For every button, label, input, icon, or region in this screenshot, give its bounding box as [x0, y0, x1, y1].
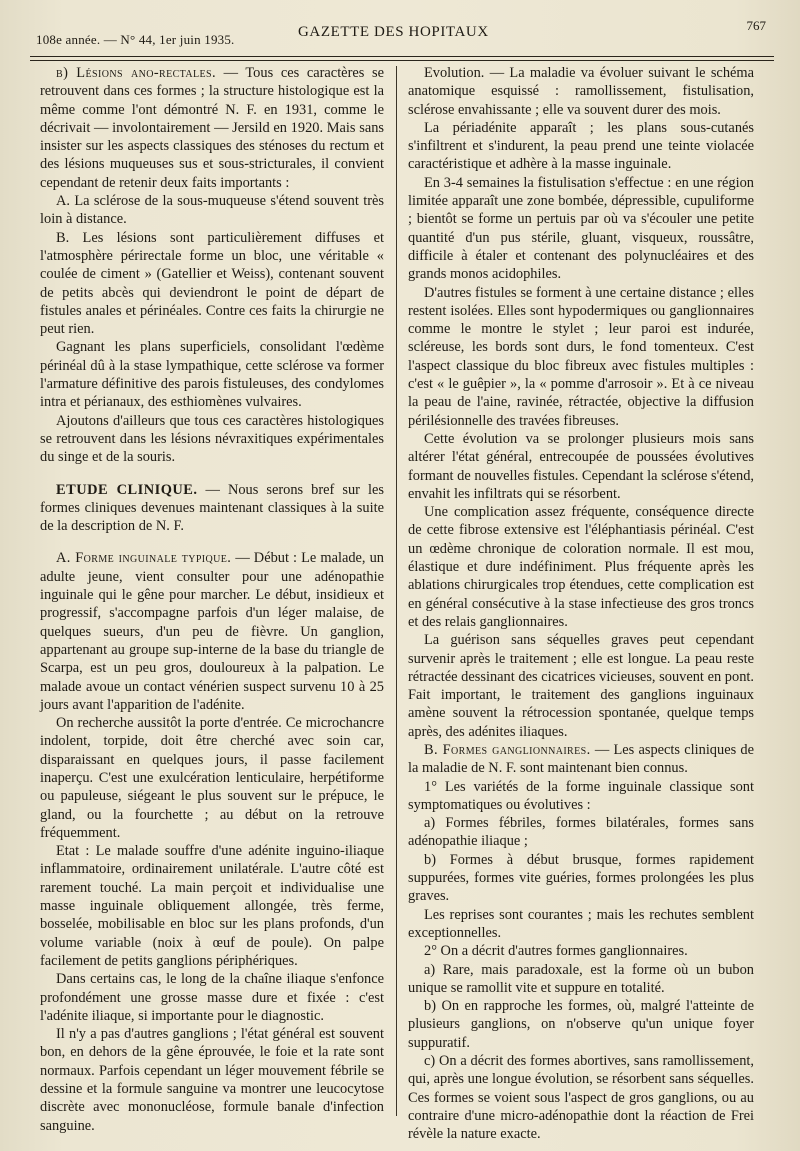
column-divider — [396, 66, 397, 1116]
paragraph: Il n'y a pas d'autres ganglions ; l'état général est souvent bon, en dehors de la gêne éprouvée, le foie et la rate sont normaux. Parfois cependant un léger mouvement fébrile se dessine et la formule sanguine va montrer une leucocytose discrète avec mononucléose, formule banale d'infection sanguine. — [40, 1026, 384, 1134]
paragraph: Une complication assez fréquente, conséquence directe de cette fibrose extensive est l'éléphantiasis périnéal. C'est un œdème chronique de coloration normale. Il est mou, élastique et dure indéfiniment. Plus fréquente après les ablations chirurgicales trop étendues, cette complication est en général consécutive à la stase infectieuse des gros troncs et des relais ganglionnaires. — [408, 504, 754, 630]
paragraph: Dans certains cas, le long de la chaîne iliaque s'enfonce profondément une grosse masse dure et fixée : c'est l'adénite iliaque, si importante pour le diagnostic. — [40, 971, 384, 1024]
paragraph: b) On en rapproche les formes, où, malgré l'atteinte de plusieurs ganglions, on n'observe qu'un unique foyer suppuratif. — [408, 998, 754, 1051]
right-column — [408, 64, 754, 1143]
paragraph: Cette évolution va se prolonger plusieurs mois sans altérer l'état général, entrecoupée de poussées évolutives formant de nouvelles fistules. Cependant la sclérose s'étend, envahit les infiltrats qui se résorbent. — [408, 430, 754, 502]
paragraph: 1° Les variétés de la forme inguinale classique sont symptomatiques ou évolutives : — [408, 778, 754, 813]
journal-title: GAZETTE DES HOPITAUX — [298, 24, 489, 40]
paragraph: b) Formes à début brusque, formes rapidement suppurées, formes vite guéries, formes prolongées les plus graves. — [408, 851, 754, 905]
paragraph-text: — Tous ces caractères se retrouvent dans ces formes ; la structure histologique est la même comme l'ont démontré N. F. en 1931, comme le décrivait — involontairement — Jersild en 1920. Mais sans insister sur les aspects classiques des sténoses du rectum et des lésions muqueuses sus et sous-stricturales, il convient cependant de retenir deux faits importants : — [40, 65, 384, 191]
left-column — [40, 64, 384, 1134]
paragraph: 2° On a décrit d'autres formes ganglionnaires. — [424, 943, 688, 960]
paragraph: Etat : Le malade souffre d'une adénite inguino-iliaque inflammatoire, ordinairement unilatérale. L'autre côté est rarement touché. La main perçoit et individualise une masse inguinale obliquement allongée, très ferme, bosselée, mobilisable en bloc sur les plans profonds, d'un volume variable (noix à œuf de poule). On palpe facilement de petits ganglions périphériques. — [40, 843, 384, 969]
header-rule-thin — [30, 60, 774, 61]
header-rule-thick — [30, 56, 774, 57]
paragraph: B. Les lésions sont particulièrement diffuses et l'atmosphère périrectale forme un bloc, une véritable « coulée de ciment » (Gatellier et Weiss), contenant souvent de petits abcès qui deviendront le point de départ de fistules anales et périnéales. Contre ces faits la chirurgie ne peut rien. — [40, 229, 384, 338]
page-number: 767 — [746, 18, 766, 33]
paragraph: La guérison sans séquelles graves peut cependant survenir après le traitement ; elle est longue. La peau reste rétractée dessinant des cicatrices vicieuses, souvent en pont. Fait important, le traitement des ganglions inguinaux amène souvent la rétrocession spontanée, quelque temps après, des adénites iliaques. — [408, 632, 754, 740]
page-header — [36, 20, 772, 54]
paragraph: Evolution. — La maladie va évoluer suivant le schéma anatomique esquissé : ramollissement, fistulisation, sclérose envahissante ; elle va souvent durer des mois. — [408, 65, 754, 118]
paragraph: On recherche aussitôt la porte d'entrée. Ce microchancre indolent, torpide, doit être cherché avec soin car, disparaissant en quelques jours, il passe facilement inaperçu. C'est une exulcération lenticulaire, herpétiforme ou papuleuse, siégeant le plus souvent sur le prépuce, le gland, ou la fourchette ; au début on la retrouve fréquemment. — [40, 715, 384, 841]
section-label: A. Forme inguinale typique. — [56, 550, 232, 567]
paragraph: D'autres fistules se forment à une certaine distance ; elles restent isolées. Elles sont hypodermiques ou ganglionnaires comme le montre le stylet ; leur paroi est indurée, scléreuse, les bords sont durs, le fond tomenteux. C'est l'aspect classique du bloc fibreux avec fistules multiples : c'est « le guêpier », la « pomme d'arrosoir ». Et à ce niveau la peau de l'aine, ravinée, rétractée, objective la diffusion périlésionnelle des travées fibreuses. — [408, 284, 754, 429]
paragraph: a) Rare, mais paradoxale, est la forme où un bubon unique se ramollit vite et suppure en totalité. — [408, 961, 754, 996]
paragraph-text: — Début : Le malade, un adulte jeune, vient consulter pour une adénopathie inguinale qui le gêne pour marcher. Le début, insidieux et progressif, s'accompagne parfois d'un léger malaise, de quelques sueurs, d'un peu de fièvre. Un ganglion, appartenant au groupe sup-interne de la base du triangle de Scarpa, est un peu gros, douloureux à la palpation. Le malade avoue un contact vénérien suspect survenu 10 à 25 jours avant l'apparition de l'adénite. — [40, 550, 384, 713]
paragraph-forme-inguinale — [40, 549, 384, 714]
paragraph: a) Formes fébriles, formes bilatérales, formes sans adénopathie iliaque ; — [408, 815, 754, 850]
paragraph: La périadénite apparaît ; les plans sous-cutanés s'infiltrent et s'indurent, la peau prend une teinte violacée caractéristique et adhère à la masse inguinale. — [408, 119, 754, 173]
paragraph-formes-ganglionnaires — [408, 741, 754, 778]
paragraph-etude-clinique — [40, 481, 384, 536]
section-label: b) Lésions ano-rectales. — [56, 65, 216, 81]
paragraph: Ajoutons d'ailleurs que tous ces caractères histologiques se retrouvent dans les lésions névraxitiques expérimentales du singe et de la souris. — [40, 412, 384, 466]
paragraph-text: — Les aspects cliniques de la maladie de N. F. sont maintenant bien connus. — [408, 741, 754, 777]
paragraph: Gagnant les plans superficiels, consolidant l'œdème périnéal dû à la stase lympathique, cette sclérose va former l'armature définitive des parois fistuleuses, des condylomes intra et périanaux, des esthiomènes vulvaires. — [40, 339, 384, 411]
paragraph: c) On a décrit des formes abortives, sans ramollissement, qui, après une longue évolution, se résorbent sans séquelles. Ces formes se voient sous l'aspect de gros ganglions, ou au contraire d'une micro-adénopathie dont la réaction de Frei révèle la nature exacte. — [408, 1053, 754, 1143]
paragraph: En 3-4 semaines la fistulisation s'effectue : en une région limitée apparaît une zone bombée, dépressible, cupuliforme ; bientôt se forme un pertuis par où va s'écouler une petite quantité d'un pus stérile, gluant, visqueux, roussâtre, difficile à étaler et contenant des polynucléaires et des grands monos acidophiles. — [408, 174, 754, 283]
paragraph-ano-rectal — [40, 64, 384, 192]
section-label: B. Formes ganglionnaires. — [424, 741, 591, 758]
paragraph: A. La sclérose de la sous-muqueuse s'étend souvent très loin à distance. — [40, 193, 384, 228]
issue-info: 108e année. — N° 44, 1er juin 1935. — [36, 32, 235, 47]
paragraph: Les reprises sont courantes ; mais les rechutes semblent exceptionnelles. — [408, 906, 754, 941]
paragraph-text: — Nous serons bref sur les formes cliniques devenues maintenant classiques à la suite de la description de N. F. — [40, 481, 384, 535]
section-heading: ETUDE CLINIQUE. — [56, 481, 198, 498]
